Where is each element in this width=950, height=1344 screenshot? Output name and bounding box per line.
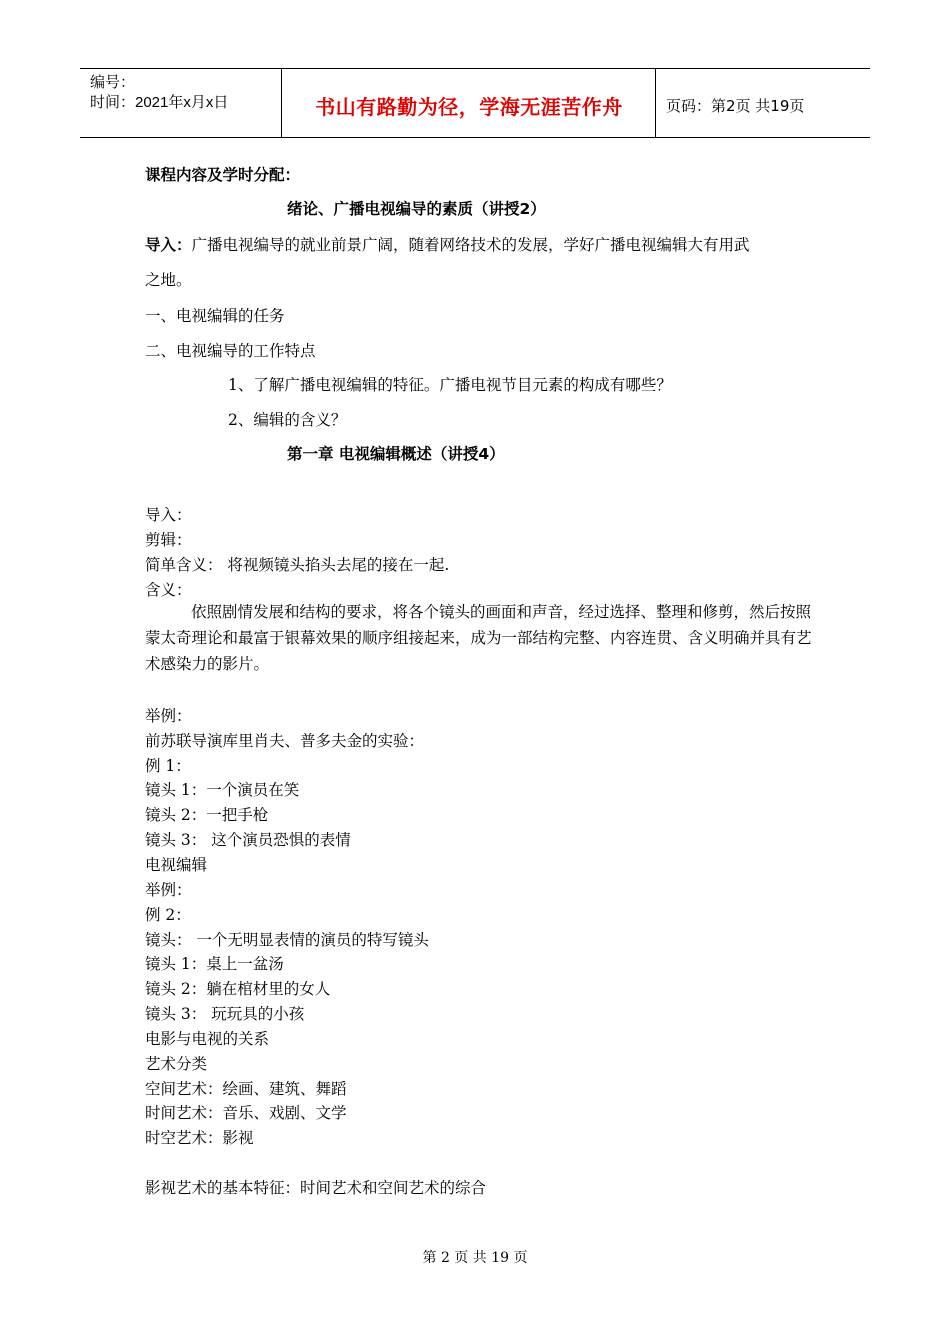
text-line: 镜头 1：桌上一盆汤 [145, 955, 284, 973]
text-line: 镜头 2：躺在棺材里的女人 [145, 980, 331, 998]
intro-text: 广播电视编导的就业前景广阔，随着网络技术的发展，学好广播电视编辑大有用武 [191, 236, 750, 254]
text-line: 镜头 3： 这个演员恐惧的表情 [145, 831, 351, 849]
intro-line [145, 233, 750, 255]
text-line: 导入： [145, 506, 192, 524]
header-page-info: 页码：第2页 共19页 [666, 97, 805, 115]
text-line: 镜头 2：一把手枪 [145, 806, 269, 824]
text-line: 前苏联导演库里肖夫、普多夫金的实验： [145, 732, 425, 750]
text-line: 艺术分类 [145, 1055, 208, 1073]
text-line: 电视编辑 [145, 856, 208, 874]
text-line: 镜头 3： 玩玩具的小孩 [145, 1005, 305, 1023]
closing-line: 影视艺术的基本特征：时间艺术和空间艺术的综合 [145, 1179, 487, 1197]
text-line: 镜头 1：一个演员在笑 [145, 781, 300, 799]
text-line: 简单含义： 将视频镜头掐头去尾的接在一起. [145, 556, 450, 574]
text-line: 时空艺术：影视 [145, 1129, 254, 1147]
section-title: 绪论、广播电视编导的素质（讲授2） [287, 200, 546, 218]
text-line: 电影与电视的关系 [145, 1030, 270, 1048]
text-line: 镜头： 一个无明显表情的演员的特写镜头 [145, 931, 429, 949]
course-heading: 课程内容及学时分配： [145, 166, 301, 184]
intro-label: 导入： [145, 236, 192, 254]
sub-list-item: 1、了解广播电视编辑的特征。广播电视节目元素的构成有哪些？ [228, 376, 672, 394]
page-footer: 第 2 页 共 19 页 [422, 1250, 528, 1266]
page-header [80, 68, 870, 138]
text-line: 剪辑： [145, 531, 192, 549]
text-line: 举例： [145, 707, 192, 725]
list-item: 一、电视编辑的任务 [145, 307, 285, 325]
text-line: 空间艺术：绘画、建筑、舞蹈 [145, 1080, 347, 1098]
time-label: 时间：2021年x月x日 [90, 94, 229, 111]
text-line: 时间艺术：音乐、戏剧、文学 [145, 1104, 347, 1122]
chapter-title: 第一章 电视编辑概述（讲授4） [287, 445, 505, 463]
intro-text-continued: 之地。 [145, 271, 192, 289]
header-divider [655, 69, 656, 137]
text-line: 举例： [145, 881, 192, 899]
sub-list-item: 2、编辑的含义？ [228, 411, 347, 429]
list-item: 二、电视编导的工作特点 [145, 342, 316, 360]
text-line: 例 2： [145, 906, 191, 924]
text-line: 例 1： [145, 757, 191, 775]
definition-paragraph: 依照剧情发展和结构的要求，将各个镜头的画面和声音，经过选择、整理和修剪，然后按照蒙太奇理论和最富于银幕效果的顺序组接起来，成为一部结构完整、内容连贯、含义明确并具有艺术感染力的影片。 [145, 603, 812, 673]
text-line: 含义： [145, 581, 192, 599]
number-label: 编号： [90, 74, 136, 91]
header-motto: 书山有路勤为径，学海无涯苦作舟 [315, 95, 623, 119]
header-meta [90, 73, 228, 113]
